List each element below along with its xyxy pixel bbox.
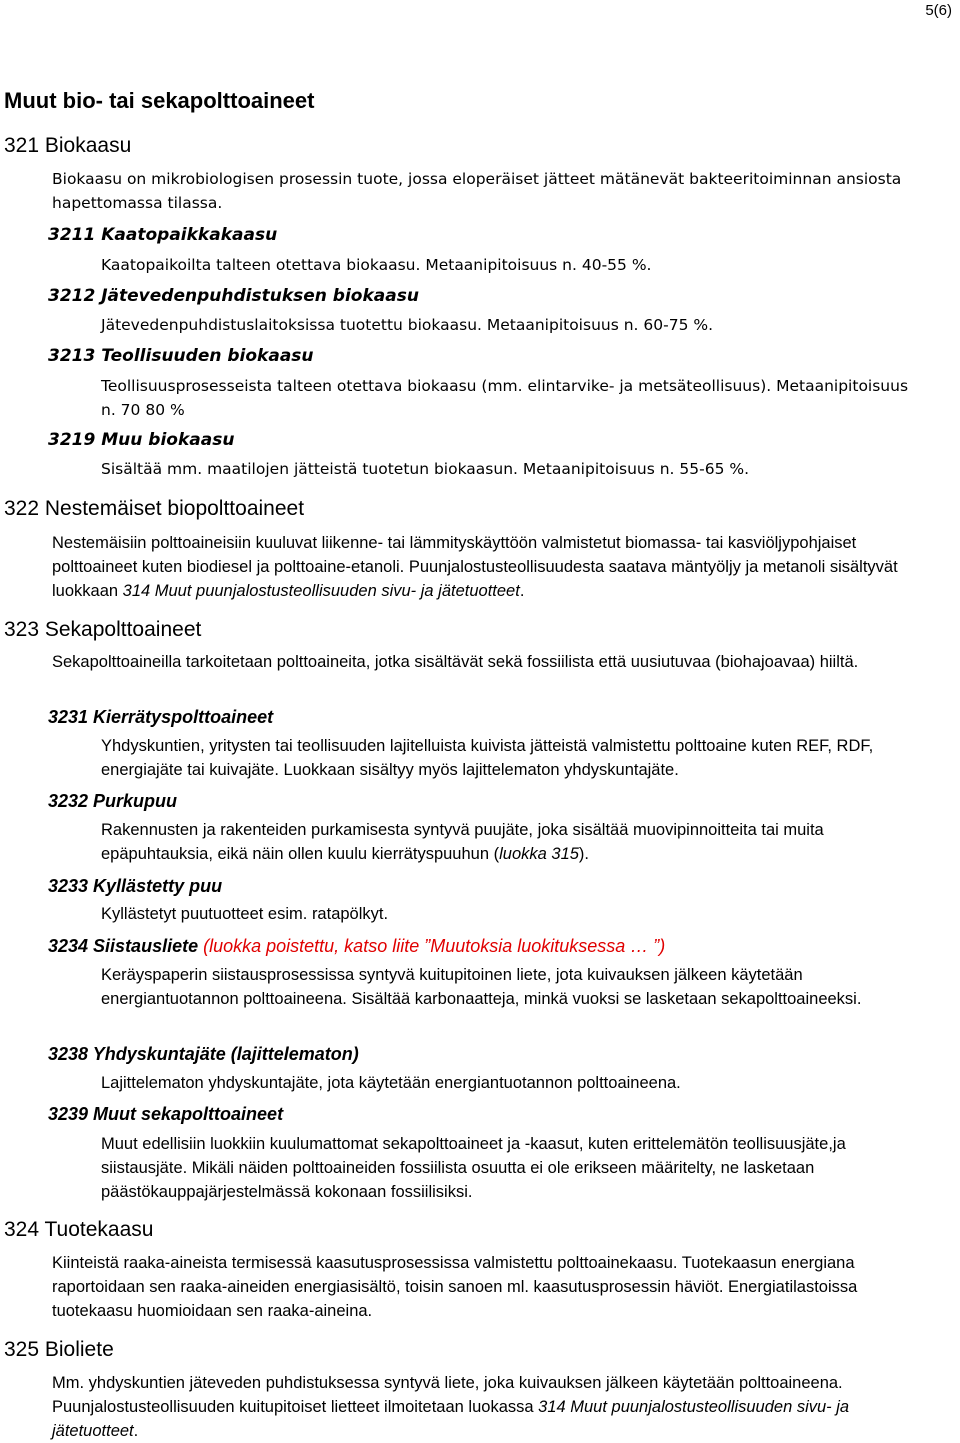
heading-323: 323 Sekapolttoaineet	[4, 618, 202, 641]
heading-3211: 3211 Kaatopaikkakaasu	[48, 225, 278, 245]
body-3233: Kyllästetyt puutuotteet esim. ratapölkyt.	[101, 905, 389, 923]
body-321: Biokaasu on mikrobiologisen prosessin tuote, jossa eloperäiset jätteet mätänevät bakteeritoiminnan ansiosta hapettomassa tilassa.	[52, 170, 902, 212]
body-3238: Lajittelematon yhdyskuntajäte, jota käytetään energiantuotannon polttoaineena.	[101, 1074, 681, 1092]
body-3232-end: ).	[578, 845, 590, 863]
body-325	[52, 1371, 922, 1443]
heading-3212: 3212 Jätevedenpuhdistuksen biokaasu	[48, 286, 419, 306]
heading-3239: 3239 Muut sekapolttoaineet	[48, 1104, 284, 1124]
body-3231: Yhdyskuntien, yritysten tai teollisuuden lajitelluista kuivista jätteistä valmistettu polttoaine kuten REF, RDF, energiajäte tai kuivajäte. Luokkaan sisältyy myös lajittelematon yhdyskuntajäte.	[101, 737, 874, 779]
heading-321: 321 Biokaasu	[4, 134, 132, 157]
heading-3232: 3232 Purkupuu	[48, 791, 178, 811]
ref-314-b: 314 Muut puunjalostusteollisuuden sivu- ja jätetuotteet	[52, 1398, 850, 1440]
heading-3219: 3219 Muu biokaasu	[48, 430, 235, 450]
heading-3233: 3233 Kyllästetty puu	[48, 876, 223, 896]
page-title: Muut bio- tai sekapolttoaineet	[4, 88, 315, 113]
body-322-end: .	[519, 582, 525, 600]
removed-note: (luokka poistettu, katso liite ”Muutoksia luokituksessa … ”)	[203, 936, 666, 956]
body-3219: Sisältää mm. maatilojen jätteistä tuotetun biokaasun. Metaanipitoisuus n. 55-65 %.	[101, 460, 750, 478]
page-number: 5(6)	[925, 2, 952, 19]
heading-3231: 3231 Kierrätyspolttoaineet	[48, 707, 274, 727]
heading-322: 322 Nestemäiset biopolttoaineet	[4, 497, 305, 520]
body-3239: Muut edellisiin luokkiin kuulumattomat sekapolttoaineet ja -kaasut, kuten erittelemätön teollisuusjäte,ja siistausjäte. Mikäli näiden polttoaineiden fossiilista osuutta ei ole erikseen määritelty, ne lasketaan päästökauppajärjestelmässä kokonaan fossiilisiksi.	[101, 1135, 846, 1201]
heading-324: 324 Tuotekaasu	[4, 1218, 154, 1241]
body-325-end: .	[133, 1422, 139, 1440]
body-3211: Kaatopaikoilta talteen otettava biokaasu. Metaanipitoisuus n. 40-55 %.	[101, 256, 652, 274]
body-324: Kiinteistä raaka-aineista termisessä kaasutusprosessissa valmistettu polttoainekaasu. Tuotekaasun energiana raportoidaan sen raaka-aineiden energiasisältö, toisin sanoen ml. kaasutusprosessin häviöt. Energiatilastoissa tuotekaasu huomioidaan sen raaka-aineina.	[52, 1254, 858, 1320]
body-3232-text: Rakennusten ja rakenteiden purkamisesta syntyvä puujäte, joka sisältää muovipinnoitteita tai muita epäpuhtauksia, eikä näin ollen kuulu kierrätyspuuhun (	[101, 821, 824, 863]
body-3234: Keräyspaperin siistausprosessissa syntyvä kuitupitoinen liete, jota kuivauksen jälkeen käytetään energiantuotannon polttoaineena. Sisältää karbonaatteja, minkä vuoksi se lasketaan sekapolttoaineeksi.	[101, 966, 862, 1008]
body-3213: Teollisuusprosesseista talteen otettava biokaasu (mm. elintarvike- ja metsäteollisuus). Metaanipitoisuus n. 70 80 %	[101, 377, 909, 419]
heading-3238: 3238 Yhdyskuntajäte (lajittelematon)	[48, 1044, 359, 1064]
body-325-text: Mm. yhdyskuntien jäteveden puhdistuksessa syntyvä liete, joka kuivauksen jälkeen käytetään polttoaineena. Puunjalostusteollisuuden kuitupitoiset lietteet ilmoitetaan luokassa	[52, 1374, 843, 1416]
heading-3234	[48, 936, 665, 957]
body-3232	[101, 818, 921, 866]
heading-3213: 3213 Teollisuuden biokaasu	[48, 346, 314, 366]
body-323: Sekapolttoaineilla tarkoitetaan polttoaineita, jotka sisältävät sekä fossiilista että uusiutuvaa (biohajoavaa) hiiltä.	[52, 653, 859, 671]
body-3212: Jätevedenpuhdistuslaitoksissa tuotettu biokaasu. Metaanipitoisuus n. 60-75 %.	[101, 316, 714, 334]
heading-3234-text: 3234 Siistausliete	[48, 936, 199, 956]
ref-315: luokka 315	[499, 845, 579, 863]
heading-325: 325 Bioliete	[4, 1338, 114, 1361]
body-322-text: Nestemäisiin polttoaineisiin kuuluvat liikenne- tai lämmityskäyttöön valmistetut biomassa- tai kasviöljypohjaiset polttoaineet kuten biodiesel ja polttoaine-etanoli. Puunjalostusteollisuudesta saatava mäntyöljy ja metanoli sisältyvät luokkaan	[52, 534, 898, 600]
body-322	[52, 531, 922, 603]
ref-314: 314 Muut puunjalostusteollisuuden sivu- ja jätetuotteet	[122, 582, 520, 600]
